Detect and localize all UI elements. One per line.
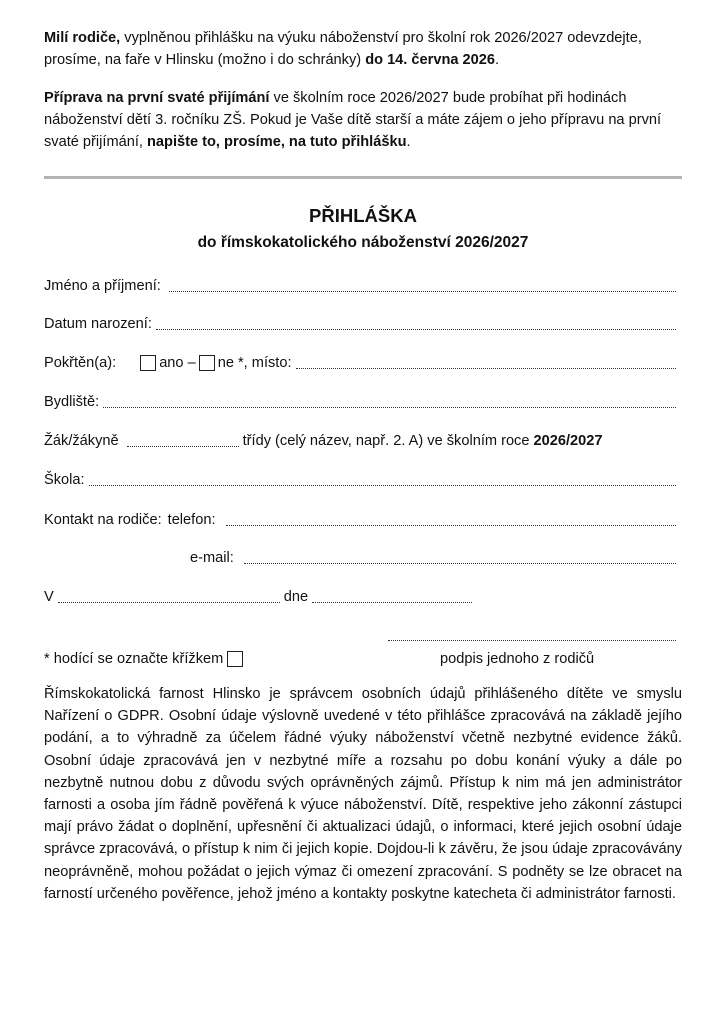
email-label: e-mail: [190,550,234,566]
footnote-checkbox-sample [227,651,243,667]
birth-row [44,313,676,335]
school-row [44,469,676,491]
baptized-label: Pokřtěn(a): [44,355,117,371]
residence-label: Bydliště: [44,394,100,410]
contact-label: Kontakt na rodiče: [44,512,162,528]
email-field[interactable] [244,563,676,564]
footnote-row [44,648,344,670]
residence-row [44,391,676,413]
birth-field[interactable] [156,329,676,330]
name-row [44,275,676,297]
divider [44,176,682,179]
intro-paragraph-deadline [44,27,679,71]
grade-year: 2026/2027 [533,433,603,449]
grade-row [44,430,684,452]
baptism-place-field[interactable] [296,368,676,369]
place-label: V [44,589,54,605]
baptized-no-label: ne *, místo: [217,355,292,371]
deadline-date: do 14. června 2026 [365,52,495,68]
signature-line-row [388,624,676,646]
footnote-text: * hodící se označte křížkem [44,651,224,667]
birth-label: Datum narození: [44,316,152,332]
baptized-yes-label: ano – [159,355,196,371]
school-label: Škola: [44,472,85,488]
name-label: Jméno a příjmení: [44,278,161,294]
residence-field[interactable] [103,407,676,408]
name-field[interactable] [169,291,676,292]
greeting: Milí rodiče, [44,30,121,46]
phone-row [44,509,676,531]
signature-label: podpis jednoho z rodičů [440,651,595,667]
gdpr-notice: Římskokatolická farnost Hlinsko je správcem osobních údajů přihlášeného dítěte ve smyslu Nařízení o GDPR. Osobní údaje výslovně uvedené v této přihlášce zpracovává na základě jejího podání, a to výhradně za účelem řádné výuky náboženství včetně nezbytné evidence žáků. Osobní údaje zpracovává jen v nezbytné míře a rozsahu po dobu konání výuky a dále po nezbytně nutnou dobu z důvodu svých oprávněných zájmů. Přístup k nim má jen administrátor farnosti a osoba jím řádně pověřená k výuce náboženství. Dítě, respektive jeho zákonní zástupci mají právo žádat o doplnění, upřesnění či aktualizaci údajů, o informaci, které jejich osobní údaje správce zpracovává, o přístup k nim či jejich kopie. Dojdou-li k závěru, že jsou údaje zpracovávány neoprávněně, mohou požádat o jejich výmaz či omezení zpracování. S podněty se lze obracet na farností určeného pověřence, jehož jméno a kontakty poskytne katecheta či administrátor farnosti. [44,686,682,902]
phone-label: telefon: [167,512,216,528]
date-field[interactable] [312,602,472,603]
phone-field[interactable] [226,525,676,526]
communion-heading: Příprava na první svaté přijímání [44,90,270,106]
baptized-no-checkbox[interactable] [199,355,215,371]
baptized-row [44,352,676,374]
intro-paragraph-communion [44,87,679,153]
place-field[interactable] [58,602,280,603]
intro-period: . [495,52,500,68]
pupil-label: Žák/žákyně [44,433,119,449]
form-subtitle: do římskokatolického náboženství 2026/2027 [197,234,529,251]
communion-request: napište to, prosíme, na tuto přihlášku [147,134,407,150]
signature-label-row [440,648,680,670]
place-date-row [44,586,544,608]
communion-period: . [406,134,411,150]
communion-text: ve školním roce 2026/2027 bude probíhat při hodinách náboženství dětí 3. ročníku ZŠ. Pokud je Vaše dítě starší a máte zájem o jeho přípravu na první svaté přijímání, [44,90,662,150]
school-field[interactable] [89,485,676,486]
date-label: dne [283,589,309,605]
intro-deadline-text: vyplněnou přihlášku na výuku náboženství pro školní rok 2026/2027 odevzdejte, prosíme, na faře v Hlinsku (možno i do schránky) [44,30,642,68]
form-title: PŘIHLÁŠKA [309,205,417,226]
baptized-yes-checkbox[interactable] [140,355,156,371]
email-row [190,547,676,569]
signature-field[interactable] [388,640,676,641]
grade-field[interactable] [127,446,239,447]
grade-text: třídy (celý název, např. 2. A) ve školním roce [242,433,530,449]
